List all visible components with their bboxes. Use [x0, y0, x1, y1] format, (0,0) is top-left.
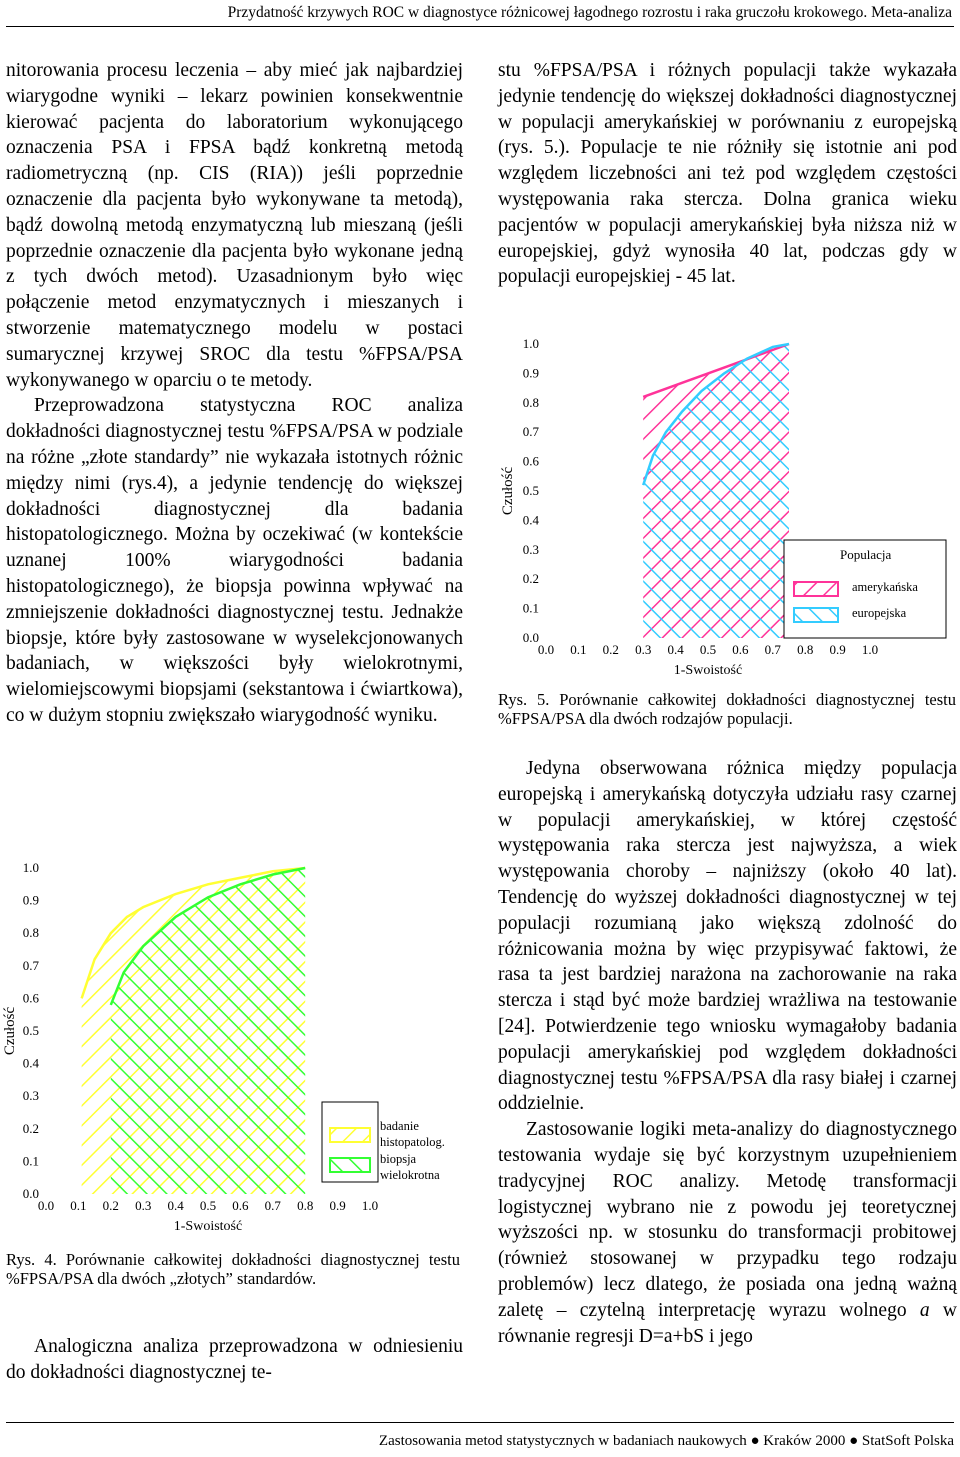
legend-swatch-histopatolog [330, 1128, 370, 1142]
figure-5-caption: Rys. 5. Porównanie całkowitej dokładności diagnostycznej testu %FPSA/PSA dla dwóch rodzajów populacji. [498, 690, 956, 728]
right-column-top [498, 58, 957, 290]
x-tick-label: 1.0 [861, 642, 879, 657]
footer-rule [6, 1422, 954, 1423]
y-tick-label: 0.4 [522, 512, 539, 528]
page-footer: Zastosowania metod statystycznych w badaniach naukowych ● Kraków 2000 ● StatSoft Polska [378, 1433, 954, 1449]
figure-4-caption: Rys. 4. Porównanie całkowitej dokładności diagnostycznej testu %FPSA/PSA dla dwóch „złotych” standardów. [6, 1250, 460, 1288]
y-tick-label: 0.0 [522, 630, 539, 645]
x-tick-label: 0.1 [70, 1198, 87, 1213]
y-tick-label: 0.5 [522, 483, 539, 498]
header-rule [6, 26, 954, 27]
y-tick-label: 0.5 [22, 1023, 39, 1038]
x-tick-label: 0.2 [102, 1198, 119, 1213]
y-tick-label: 0.9 [522, 365, 539, 381]
legend-swatch-amerykanska [794, 582, 838, 596]
variable-a: a [919, 1299, 930, 1321]
paragraph: nitorowania procesu leczenia – aby mieć jak najbardziej wiarygodne wyniki – lekarz powinien konsekwentnie kierować pacjenta do laboratorium wykonującego oznaczenia PSA i FPSA bądź konkretną metodą radiometryczną (np. CIS (RIA)) jeśli poprzednie oznaczenie dla pacjenta było wykonywane ta metodą), bądź dowolną metodą enzymatyczną lub mieszaną (jeśli poprzednie oznaczenie dla pacjenta było wykonane jedną z tych dwóch metod). Uzasadnionym było więc połączenie metod enzymatycznych i mieszanych i stworzenie matematycznego modelu w postaci sumarycznej krzywej SROC dla testu %FPSA/PSA wykonywanego w oparciu o te metody. [6, 60, 463, 391]
y-tick-label: 0.1 [22, 1153, 39, 1169]
x-tick-label: 0.4 [667, 642, 684, 657]
x-tick-label: 0.9 [329, 1198, 346, 1213]
legend-label: badanie [380, 1119, 419, 1133]
x-tick-label: 0.3 [135, 1198, 152, 1213]
legend-label: europejska [852, 606, 907, 620]
y-tick-label: 0.4 [22, 1055, 39, 1071]
y-tick-label: 0.7 [22, 957, 39, 973]
y-axis-label: Czułość [500, 466, 516, 516]
left-column [6, 58, 463, 729]
x-tick-label: 0.0 [37, 1198, 55, 1213]
y-tick-label: 0.3 [522, 541, 539, 557]
x-axis-label: 1-Swoistość [673, 663, 743, 678]
page-header [0, 0, 960, 30]
figure-4-chart [0, 850, 470, 1245]
paragraph: Przeprowadzona statystyczna ROC analiza dokładności diagnostycznej testu %FPSA/PSA w podziale na różne „złote standardy” nie wykazała istotnych różnic między nimi (rys.4), a jedynie tendencję do większej dokładności diagnostycznej dla badania histopatologicznego. Można by oczekiwać (w kontekście uznanej 100% wiarygodności badania histopatologicznego), że biopsja powinna wpływać na zmniejszenie dokładności diagnostycznej testu. Jednakże biopsje, które były zastosowane w wyselekcjonowanych badaniach, w większości były wielokrotnymi, wielomiejscowymi biopsjami (sekstantowa i ćwiartkowa), co w dużym stopniu zwiększało wiarygodność wyniku. [6, 395, 463, 726]
paragraph: Analogiczna analiza przeprowadzona w odniesieniu do dokładności diagnostycznej te- [6, 1336, 463, 1383]
y-tick-label: 0.8 [22, 925, 39, 941]
running-title: Przydatność krzywych ROC w diagnostyce różnicowej łagodnego rozrostu i raka gruczołu krokowego. Meta-analiza [227, 4, 952, 21]
y-tick-label: 0.7 [522, 424, 539, 440]
x-tick-label: 0.7 [764, 642, 781, 657]
legend-label: amerykańska [852, 580, 918, 594]
paragraph-text: Zastosowanie logiki meta-analizy do diagnostycznego testowania wydaje się być korzystnym uzupełnieniem tradycyjnej ROC analizy. Metodę transformacji logistycznej wybrano nie z powodu jej teoretycznej wyższości np. w stosunku do transformacji probitowej (również stosowanej w przypadku tego rodzaju problemów) lecz dlatego, że posiada ona jedną ważną zaletę – czytelną interpretację wyrazu wolnego [498, 1119, 957, 1321]
x-tick-label: 0.6 [232, 1198, 249, 1213]
figure-5-chart [492, 332, 960, 684]
legend-swatch-europejska [794, 608, 838, 622]
paragraph: Jedyna obserwowana różnica między populacja europejską i amerykańską dotyczyła udziału rasy czarnej w populacji amerykańskiej, w której częstość występowania raka stercza jest najwyższa, a wiek występowania choroby – najniższy (około 40 lat). Tendencję do wyższej dokładności diagnostycznej w tej populacji rozumianą jako większą zdolność do różnicowania można by więc przypisywać faktowi, że rasa ta jest bardziej narażona na zachorowanie na raka stercza i stąd być może bardziej wrażliwa na testowanie [24]. Potwierdzenie tego wniosku wymagałoby badania populacji amerykańskiej pod względem dokładności diagnostycznej testu %FPSA/PSA dla rasy białej i czarnej oddzielnie. [498, 758, 957, 1115]
legend-label: wielokrotna [380, 1168, 440, 1182]
legend-title: Populacja [840, 547, 892, 562]
y-tick-label: 0.0 [22, 1186, 39, 1201]
y-tick-label: 0.6 [522, 453, 539, 469]
left-column-continued [6, 1334, 463, 1386]
y-tick-label: 0.9 [22, 892, 39, 908]
x-tick-label: 0.5 [199, 1198, 217, 1213]
x-tick-label: 0.3 [635, 642, 652, 657]
paragraph [498, 1117, 957, 1349]
y-axis-label: Czułość [2, 1006, 18, 1056]
legend-label: histopatolog. [380, 1135, 445, 1149]
y-tick-label: 0.1 [522, 600, 539, 616]
y-tick-label: 0.2 [522, 571, 539, 587]
y-tick-label: 0.3 [22, 1088, 39, 1104]
x-tick-label: 0.7 [264, 1198, 281, 1213]
x-tick-label: 0.9 [829, 642, 846, 657]
paragraph: stu %FPSA/PSA i różnych populacji także wykazała jedynie tendencję do większej dokładności diagnostycznej w populacji amerykańskiej w porównaniu z europejską (rys. 5.). Populacje te nie różniły się istotnie ani pod względem liczebności ani też pod względem częstości występowania raka stercza. Dolna granica wieku pacjentów w populacji amerykańskiej była niższa niż w europejskiej, gdyż wynosiła 40 lat, podczas gdy w populacji europejskiej - 45 lat. [498, 60, 957, 288]
x-tick-label: 0.0 [537, 642, 555, 657]
y-tick-label: 1.0 [522, 336, 539, 351]
legend-swatch-biopsja [330, 1158, 370, 1172]
y-tick-label: 1.0 [22, 860, 39, 875]
x-tick-label: 0.6 [732, 642, 749, 657]
right-column-body [498, 756, 957, 1349]
x-tick-label: 0.8 [797, 642, 814, 657]
x-tick-label: 0.2 [602, 642, 619, 657]
x-tick-label: 0.1 [570, 642, 587, 657]
x-tick-label: 0.8 [297, 1198, 314, 1213]
x-axis-label: 1-Swoistość [173, 1219, 243, 1234]
y-tick-label: 0.2 [22, 1120, 39, 1136]
y-tick-label: 0.8 [522, 394, 539, 410]
x-tick-label: 0.5 [699, 642, 717, 657]
y-tick-label: 0.6 [22, 990, 39, 1006]
x-tick-label: 1.0 [361, 1198, 379, 1213]
legend-label: biopsja [380, 1152, 417, 1166]
x-tick-label: 0.4 [167, 1198, 184, 1213]
paragraph-text-end: w równanie regresji D=a+bS i jego [498, 1299, 957, 1347]
